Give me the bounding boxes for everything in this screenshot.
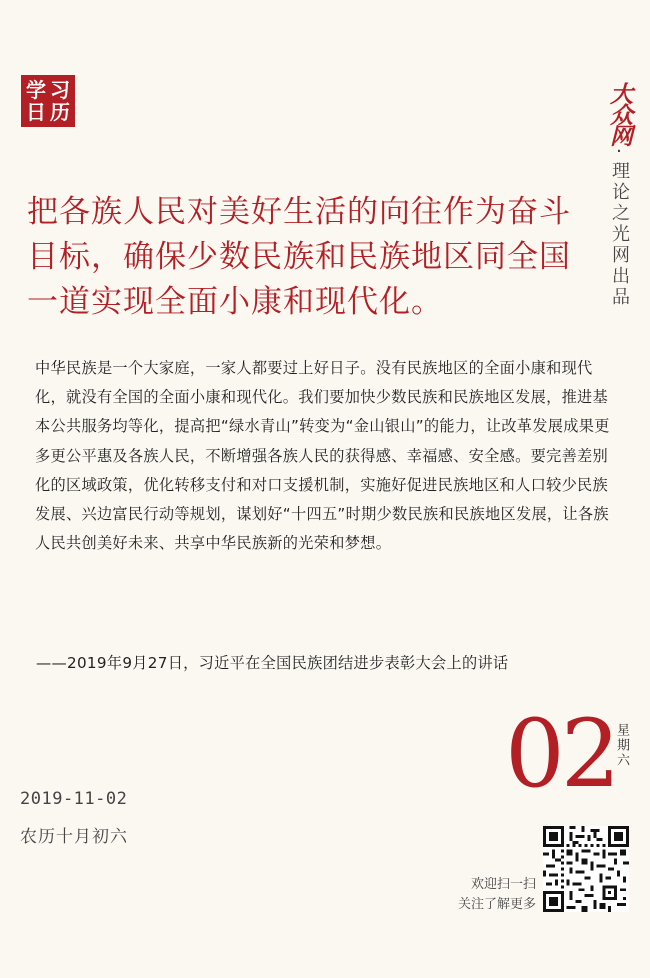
- brand-subtitle: 理论之光网出品: [609, 161, 630, 308]
- scan-prompt: [446, 875, 536, 915]
- weekday: 星期六: [614, 723, 629, 768]
- brand-column: [602, 82, 636, 308]
- quote-source: ——2019年9月27日，习近平在全国民族团结进步表彰大会上的讲话: [36, 654, 509, 672]
- separator-dot: ·: [616, 141, 622, 162]
- logo-char: 历: [50, 100, 70, 124]
- date-gregorian: 2019-11-02: [20, 789, 128, 809]
- brand-logo: 大众网: [606, 82, 633, 145]
- scan-line-2: 关注了解更多: [457, 897, 536, 912]
- qr-code-icon[interactable]: [543, 826, 629, 912]
- quote-headline: 把各族人民对美好生活的向往作为奋斗目标，确保少数民族和民族地区同全国一道实现全面小康和现代化。: [27, 194, 571, 320]
- quote-body: 中华民族是一个大家庭，一家人都要过上好日子。没有民族地区的全面小康和现代化，就没有全国的全面小康和现代化。我们要加快少数民族和民族地区发展，推进基本公共服务均等化，提高把“绿水青山”转变为“金山银山”的能力，让改革发展成果更多更公平惠及各族人民，不断增强各族人民的获得感、幸福感、安全感。要完善差别化的区域政策，优化转移支付和对口支援机制，实施好促进民族地区和人口较少民族发展、兴边富民行动等规划，谋划好“十四五”时期少数民族和民族地区发展，让各族人民共创美好未来、共享中华民族新的光荣和梦想。: [35, 359, 610, 553]
- scan-line-1: 欢迎扫一扫: [470, 877, 536, 892]
- date-lunar: 农历十月初六: [20, 827, 128, 847]
- logo-char: 学: [26, 78, 46, 102]
- day-number: 02: [505, 700, 617, 809]
- xuexi-rili-logo: [21, 75, 75, 127]
- logo-char: 日: [26, 100, 46, 124]
- logo-char: 习: [50, 78, 70, 102]
